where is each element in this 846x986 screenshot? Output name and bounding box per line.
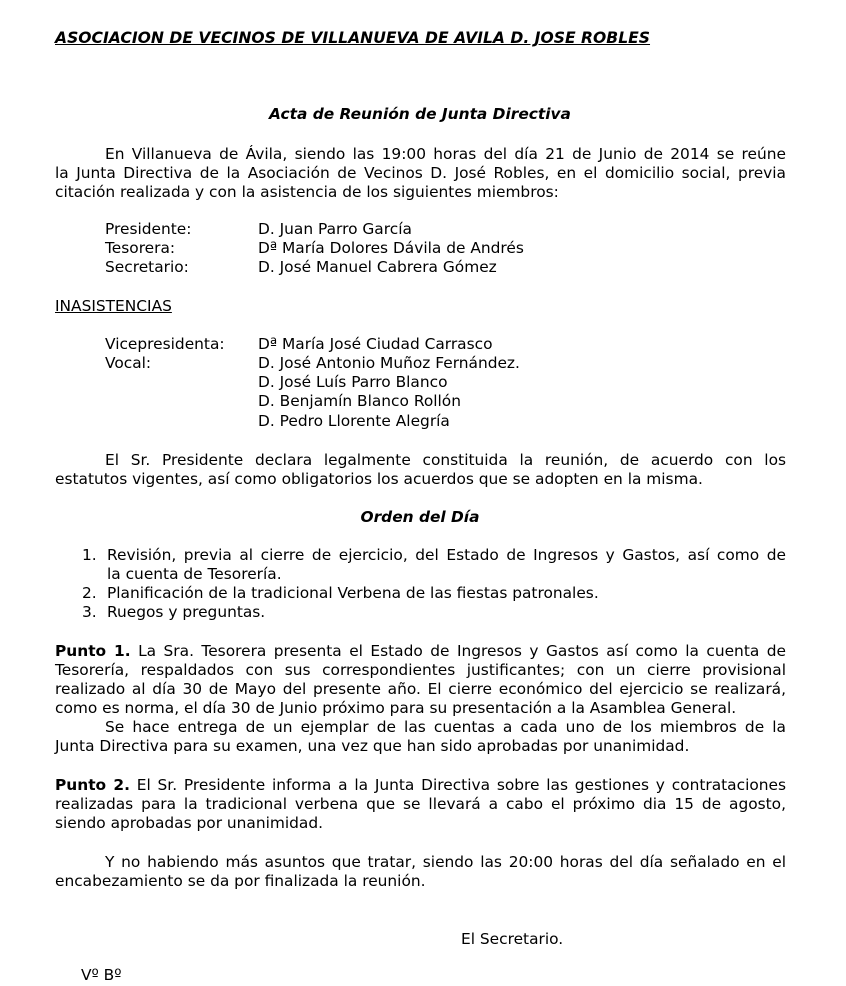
- agenda-item-number: 1.: [82, 546, 97, 564]
- vobo-label: Vº Bº: [81, 966, 122, 984]
- punto-1-line-2: Tesorería, respaldados con sus correspondientes justificantes; con un cierre provisional: [55, 661, 786, 679]
- punto-1-line-5: Se hace entrega de un ejemplar de las cuentas a cada uno de los miembros de la: [105, 718, 786, 736]
- punto-2-text: El Sr. Presidente informa a la Junta Directiva sobre las gestiones y contrataciones: [129, 776, 786, 794]
- agenda-item-number: 2.: [82, 584, 97, 602]
- constitution-line-1: El Sr. Presidente declara legalmente constituida la reunión, de acuerdo con los: [105, 451, 786, 469]
- constitution-line-2: estatutos vigentes, así como obligatorios los acuerdos que se adopten en la misma.: [55, 470, 703, 488]
- closing-line-2: encabezamiento se da por finalizada la reunión.: [55, 872, 426, 890]
- punto-1-label: Punto 1.: [55, 642, 131, 660]
- agenda-item-text: Revisión, previa al cierre de ejercicio, del Estado de Ingresos y Gastos, así como de: [107, 546, 786, 564]
- attendee-role: Tesorera:: [105, 239, 176, 257]
- absentee-name: D. José Luís Parro Blanco: [258, 373, 448, 391]
- attendee-role: Secretario:: [105, 258, 189, 276]
- punto-2-line-2: realizadas para la tradicional verbena que se llevará a cabo el próximo dia 15 de agosto,: [55, 795, 786, 813]
- punto-2-line-3: siendo aprobadas por unanimidad.: [55, 814, 324, 832]
- punto-2-line-1: [55, 776, 786, 796]
- absentee-name: D. Pedro Llorente Alegría: [258, 412, 450, 430]
- absentee-role: Vicepresidenta:: [105, 335, 225, 353]
- attendee-name: Dª María Dolores Dávila de Andrés: [258, 239, 524, 257]
- absences-heading: INASISTENCIAS: [55, 297, 172, 315]
- agenda-item-text-continued: la cuenta de Tesorería.: [107, 565, 282, 583]
- punto-2-label: Punto 2.: [55, 776, 130, 794]
- punto-1-line-6: Junta Directiva para su examen, una vez que han sido aprobadas por unanimidad.: [55, 737, 690, 755]
- absentee-name: D. José Antonio Muñoz Fernández.: [258, 354, 520, 372]
- closing-line-1: Y no habiendo más asuntos que tratar, siendo las 20:00 horas del día señalado en el: [105, 853, 786, 871]
- agenda-item-number: 3.: [82, 603, 97, 621]
- intro-line-2: la Junta Directiva de la Asociación de Vecinos D. José Robles, en el domicilio social, previa: [55, 164, 786, 182]
- secretary-signature-label: El Secretario.: [461, 930, 564, 948]
- punto-1-text: La Sra. Tesorera presenta el Estado de Ingresos y Gastos así como la cuenta de: [130, 642, 786, 660]
- attendee-role: Presidente:: [105, 220, 192, 238]
- absentee-role: Vocal:: [105, 354, 152, 372]
- punto-1-line-4: como es norma, el día 30 de Junio próximo para su presentación a la Asamblea General.: [55, 699, 737, 717]
- agenda-title: Orden del Día: [360, 508, 480, 526]
- intro-line-3: citación realizada y con la asistencia de los siguientes miembros:: [55, 183, 559, 201]
- absentee-name: D. Benjamín Blanco Rollón: [258, 392, 461, 410]
- document-title: Acta de Reunión de Junta Directiva: [269, 105, 571, 123]
- attendee-name: D. José Manuel Cabrera Gómez: [258, 258, 497, 276]
- agenda-item-text: Ruegos y preguntas.: [107, 603, 266, 621]
- association-header: ASOCIACION DE VECINOS DE VILLANUEVA DE AVILA D. JOSE ROBLES: [55, 29, 651, 47]
- attendee-name: D. Juan Parro García: [258, 220, 412, 238]
- punto-1-line-1: [55, 642, 786, 662]
- agenda-item-text: Planificación de la tradicional Verbena de las fiestas patronales.: [107, 584, 599, 602]
- intro-line-1: En Villanueva de Ávila, siendo las 19:00 horas del día 21 de Junio de 2014 se reúne: [105, 145, 786, 163]
- punto-1-line-3: realizado al día 30 de Mayo del presente año. El cierre económico del ejercicio se realizará,: [55, 680, 786, 698]
- absentee-name: Dª María José Ciudad Carrasco: [258, 335, 493, 353]
